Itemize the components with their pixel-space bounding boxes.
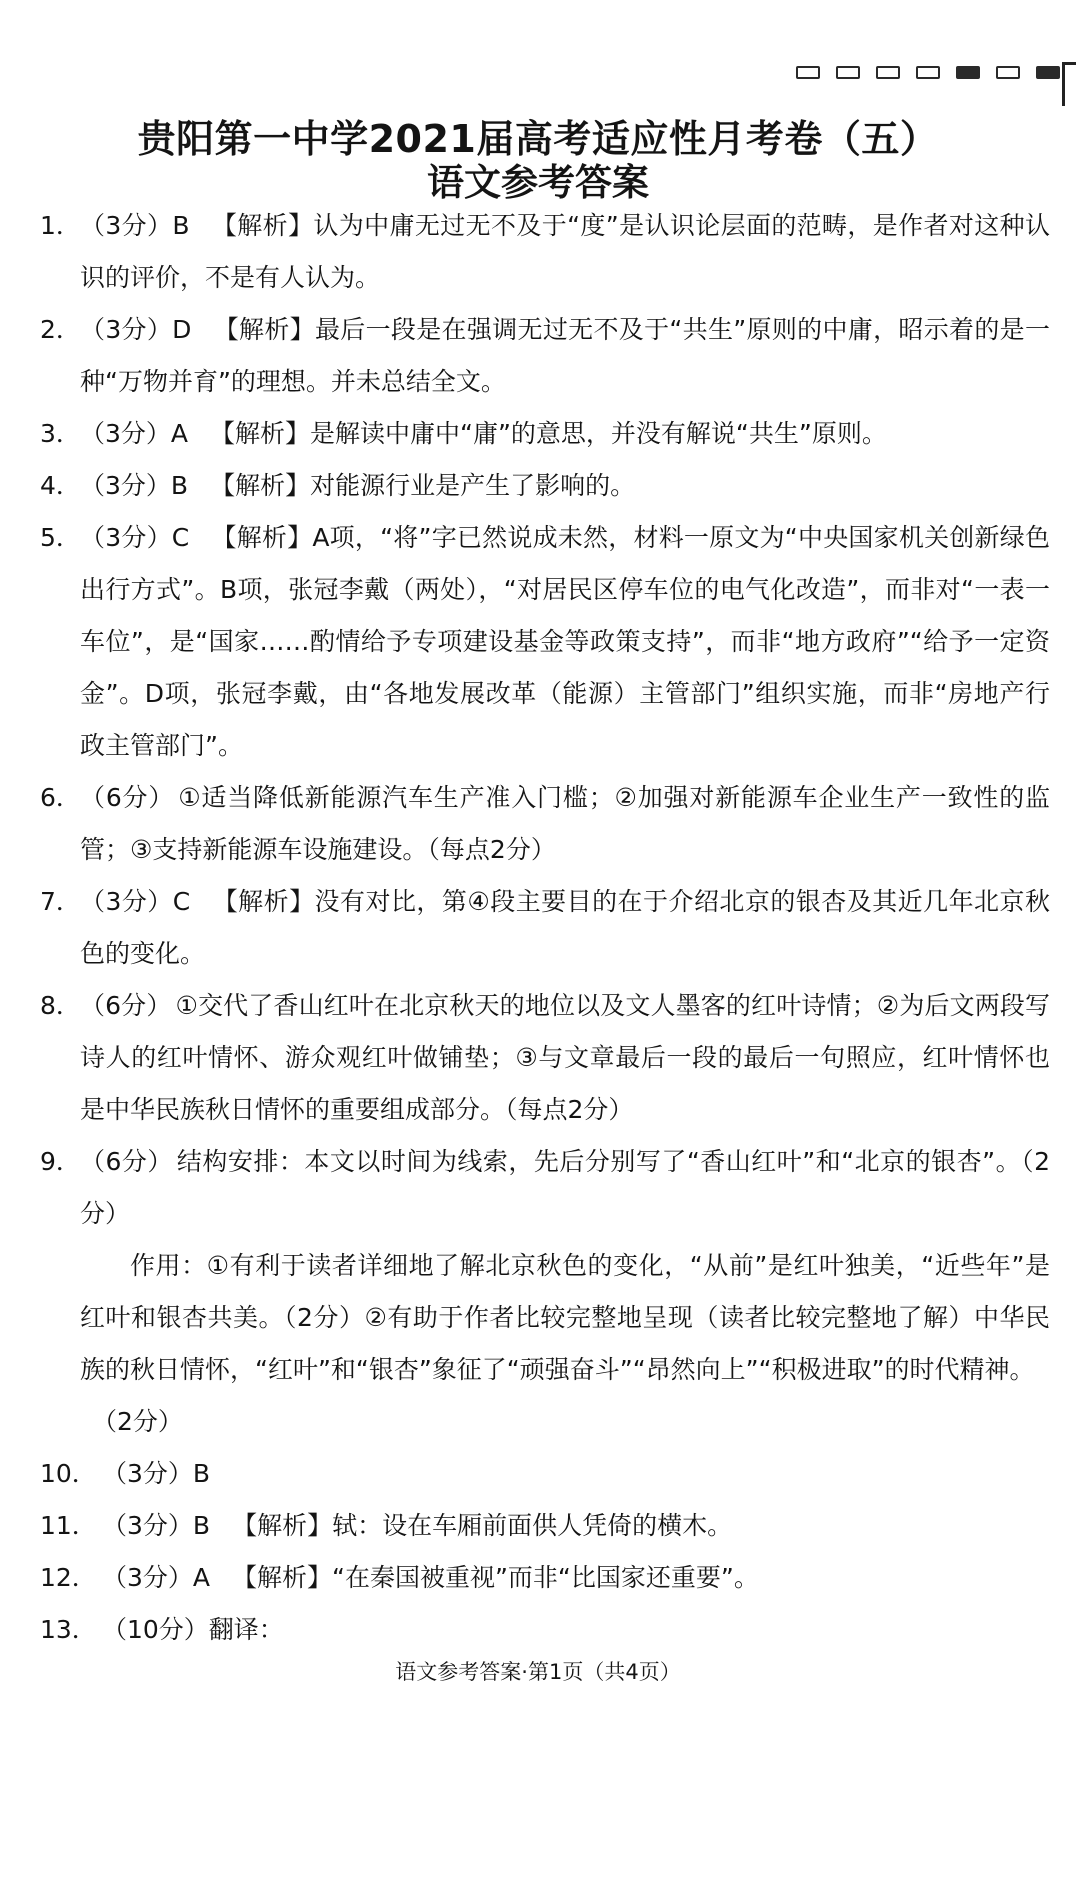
code-box xyxy=(956,66,980,79)
code-box xyxy=(836,66,860,79)
page-title: 贵阳第一中学2021届高考适应性月考卷（五） xyxy=(137,117,939,161)
item-text: 【解析】对能源行业是产生了影响的。 xyxy=(210,471,636,500)
item-score: （3分）D xyxy=(80,315,192,344)
answer-item-5 xyxy=(40,512,1050,772)
item-score: （6分） xyxy=(80,1147,173,1176)
item-score: （3分）C xyxy=(80,523,190,552)
item-score: （6分） xyxy=(80,783,175,812)
item-number: 7． xyxy=(40,887,81,916)
item-score: （3分）B xyxy=(80,471,189,500)
page-subtitle: 语文参考答案 xyxy=(427,161,649,204)
item-text: 【解析】没有对比，第④段主要目的在于介绍北京的银杏及其近几年北京秋色的变化。 xyxy=(80,887,1050,968)
item-score: （3分）B xyxy=(102,1459,211,1488)
item-text: ①交代了香山红叶在北京秋天的地位以及文人墨客的红叶诗情；②为后文两段写诗人的红叶情怀、游众观红叶做铺垫；③与文章最后一段的最后一句照应，红叶情怀也是中华民族秋日情怀的重要组成部分。（每点2分） xyxy=(80,991,1051,1124)
item-score: （3分）A xyxy=(80,419,189,448)
answer-item-7 xyxy=(40,876,1050,980)
item-score: （3分）C xyxy=(80,887,191,916)
item-text: 结构安排：本文以时间为线索，先后分别写了“香山红叶”和“北京的银杏”。（2分） xyxy=(80,1147,1051,1228)
answer-item-12 xyxy=(40,1552,1050,1604)
item-number: 9． xyxy=(40,1147,81,1176)
answer-item-6 xyxy=(40,772,1050,876)
answer-item-8 xyxy=(40,980,1050,1136)
item-number: 5． xyxy=(40,523,81,552)
answer-item-1 xyxy=(40,200,1050,304)
corner-mark xyxy=(1062,62,1076,106)
item-number: 10． xyxy=(40,1459,97,1488)
item-text: 【解析】轼：设在车厢前面供人凭倚的横木。 xyxy=(232,1511,733,1540)
answer-item-11 xyxy=(40,1500,1050,1552)
item-number: 3． xyxy=(40,419,81,448)
item-score: （3分）A xyxy=(102,1563,211,1592)
corner-code-boxes xyxy=(796,66,1060,79)
code-box xyxy=(916,66,940,79)
code-box xyxy=(1036,66,1060,79)
code-box xyxy=(876,66,900,79)
item-number: 11． xyxy=(40,1511,97,1540)
item-number: 13． xyxy=(40,1615,97,1644)
answer-item-4 xyxy=(40,460,1050,512)
item-number: 2． xyxy=(40,315,81,344)
code-box xyxy=(996,66,1020,79)
item-number: 8． xyxy=(40,991,81,1020)
item-score: （6分） xyxy=(80,991,172,1020)
item-text: 【解析】是解读中庸中“庸”的意思，并没有解说“共生”原则。 xyxy=(210,419,887,448)
answer-item-3 xyxy=(40,408,1050,460)
item-text: 【解析】最后一段是在强调无过无不及于“共生”原则的中庸，昭示着的是一种“万物并育”的理想。并未总结全文。 xyxy=(80,315,1050,396)
item-text: 【解析】认为中庸无过无不及于“度”是认识论层面的范畴，是作者对这种认识的评价，不是有人认为。 xyxy=(80,211,1051,292)
item-number: 4． xyxy=(40,471,81,500)
item-number: 6． xyxy=(40,783,81,812)
code-box xyxy=(796,66,820,79)
answer-item-9 xyxy=(40,1136,1050,1448)
item-score: （3分）B xyxy=(102,1511,211,1540)
answer-item-13 xyxy=(40,1604,1050,1656)
item-text: 【解析】A项，“将”字已然说成未然，材料一原文为“中央国家机关创新绿色出行方式”。B项，张冠李戴（两处），“对居民区停车位的电气化改造”，而非对“一表一车位”，是“国家……酌情给予专项建设基金等政策支持”，而非“地方政府”“给予一定资金”。D项，张冠李戴，由“各地发展改革（能源）主管部门”组织实施，而非“房地产行政主管部门”。 xyxy=(80,523,1050,760)
answer-item-2 xyxy=(40,304,1050,408)
item-paragraph: 作用：①有利于读者详细地了解北京秋色的变化，“从前”是红叶独美，“近些年”是红叶和银杏共美。（2分）②有助于作者比较完整地呈现（读者比较完整地了解）中华民族的秋日情怀，“红叶”和“银杏”象征了“顽强奋斗”“昂然向上”“积极进取”的时代精神。 xyxy=(80,1251,1050,1384)
item-text: 【解析】“在秦国被重视”而非“比国家还重要”。 xyxy=(232,1563,759,1592)
item-number: 12． xyxy=(40,1563,97,1592)
item-score: （3分）B xyxy=(80,211,190,240)
page-footer: 语文参考答案·第1页（共4页） xyxy=(395,1660,681,1684)
item-score: （10分）翻译： xyxy=(102,1615,284,1644)
answer-item-10 xyxy=(40,1448,1050,1500)
item-number: 1． xyxy=(40,211,81,240)
item-text: ①适当降低新能源汽车生产准入门槛；②加强对新能源车企业生产一致性的监管；③支持新能源车设施建设。（每点2分） xyxy=(80,783,1051,864)
item-paragraph: （2分） xyxy=(92,1407,183,1436)
answer-list xyxy=(40,200,1050,1656)
